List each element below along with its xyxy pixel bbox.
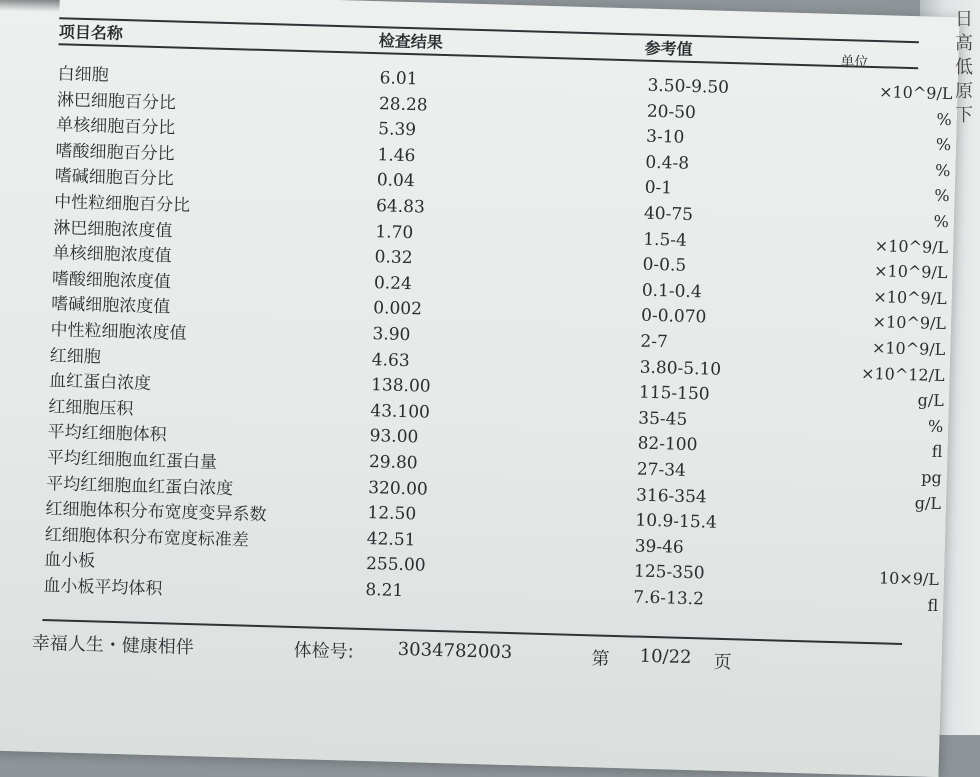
item-name: 平均红细胞血红蛋白量 (46, 447, 218, 473)
item-reference: 3.80-5.10 (639, 357, 722, 380)
item-result: 138.00 (370, 375, 431, 397)
item-name: 平均红细胞血红蛋白浓度 (45, 473, 234, 499)
item-result: 320.00 (367, 477, 428, 500)
item-name: 淋巴细胞浓度值 (53, 217, 173, 242)
item-name: 嗜酸细胞浓度值 (51, 268, 172, 293)
footer-slogan: 幸福人生・健康相伴 (31, 632, 195, 659)
item-name: 红细胞压积 (48, 396, 134, 420)
header-reference: 参考值 (644, 38, 693, 59)
item-reference: 316-354 (635, 485, 708, 507)
item-name: 单核细胞百分比 (55, 115, 176, 139)
item-name: 平均红细胞体积 (47, 422, 167, 446)
item-unit: 10×9/L (878, 568, 940, 590)
item-result: 8.21 (365, 579, 404, 601)
item-result: 3.90 (372, 324, 411, 346)
item-unit: ×10^9/L (874, 235, 949, 257)
table-header (58, 19, 939, 71)
item-unit: % (934, 160, 951, 180)
item-reference: 39-46 (634, 536, 685, 558)
item-reference: 0.1-0.4 (641, 280, 702, 303)
item-name: 嗜碱细胞百分比 (54, 166, 175, 190)
adjacent-page-char: 原 (955, 81, 973, 102)
adjacent-page-char: 低 (955, 57, 973, 78)
item-reference: 0-0.5 (642, 254, 687, 276)
item-result: 93.00 (369, 426, 419, 448)
exam-id-label: 体检号: (293, 640, 355, 663)
item-reference: 0-1 (644, 178, 673, 199)
item-result: 1.46 (377, 144, 416, 166)
item-name: 单核细胞浓度值 (52, 243, 172, 267)
item-name: 淋巴细胞百分比 (56, 89, 177, 114)
item-reference: 82-100 (637, 433, 698, 456)
item-unit: fl (931, 442, 943, 462)
header-result: 检查结果 (378, 31, 443, 52)
item-result: 43.100 (370, 400, 431, 423)
item-name: 血小板 (43, 550, 96, 572)
results-table (43, 59, 953, 621)
item-result: 12.50 (367, 503, 417, 525)
item-unit: ×10^9/L (873, 261, 948, 283)
exam-id-value: 3034782003 (397, 638, 513, 664)
item-unit: ×10^12/L (860, 363, 945, 385)
item-unit: ×10^9/L (872, 312, 947, 334)
item-name: 红细胞体积分布宽度标准差 (44, 524, 250, 551)
item-unit: ×10^9/L (871, 337, 946, 360)
item-reference: 35-45 (638, 408, 688, 430)
item-unit: % (927, 416, 944, 436)
adjacent-page-text (954, 8, 974, 128)
page-number: 10/22 (639, 645, 692, 669)
item-result: 4.63 (371, 349, 410, 371)
item-name: 红细胞体积分布宽度变异系数 (45, 499, 267, 526)
header-name: 项目名称 (58, 22, 124, 44)
item-reference: 20-50 (646, 101, 697, 123)
item-unit: % (934, 186, 950, 206)
header-unit: 单位 (840, 54, 869, 71)
item-unit: ×10^9/L (878, 82, 953, 104)
item-reference: 7.6-13.2 (633, 587, 705, 610)
item-unit: fl (927, 595, 939, 615)
item-name: 嗜碱细胞浓度值 (50, 294, 171, 318)
item-reference: 40-75 (643, 203, 694, 225)
item-result: 29.80 (368, 451, 418, 474)
item-unit: ×10^9/L (873, 286, 948, 308)
adjacent-page-char: 下 (955, 105, 973, 126)
item-reference: 10.9-15.4 (635, 510, 718, 533)
item-reference: 115-150 (638, 382, 710, 405)
item-result: 0.002 (372, 298, 423, 320)
item-result: 6.01 (379, 68, 418, 90)
item-reference: 1.5-4 (643, 229, 688, 251)
item-reference: 2-7 (640, 331, 669, 353)
item-result: 28.28 (378, 93, 428, 116)
item-result: 0.32 (374, 247, 413, 269)
item-result: 0.04 (376, 170, 415, 192)
item-reference: 0-0.070 (640, 305, 707, 328)
item-name: 中性粒细胞浓度值 (50, 320, 187, 344)
item-unit: g/L (917, 390, 945, 411)
item-reference: 3-10 (645, 126, 685, 148)
item-result: 42.51 (366, 528, 416, 551)
page-prefix: 第 (591, 648, 610, 670)
item-name: 红细胞 (49, 345, 102, 368)
page-suffix: 页 (713, 651, 732, 674)
item-reference: 27-34 (636, 459, 687, 481)
item-unit: g/L (914, 492, 942, 513)
item-name: 血小板平均体积 (43, 575, 163, 600)
item-name: 血红蛋白浓度 (48, 371, 152, 395)
item-reference: 0.4-8 (645, 152, 690, 174)
item-result: 0.24 (373, 272, 413, 294)
page-top-shadow (0, 0, 60, 12)
item-unit: % (935, 134, 952, 155)
item-reference: 3.50-9.50 (647, 75, 730, 98)
item-unit: % (933, 211, 950, 232)
adjacent-page-char: 日 (955, 9, 973, 30)
item-result: 5.39 (377, 119, 417, 141)
report-content (31, 17, 953, 674)
item-unit: % (936, 109, 953, 129)
item-unit: pg (921, 467, 943, 487)
adjacent-page-char: 高 (955, 33, 973, 54)
item-result: 1.70 (375, 221, 414, 243)
item-result: 255.00 (365, 554, 426, 576)
item-name: 中性粒细胞百分比 (53, 192, 191, 216)
item-name: 白细胞 (57, 64, 109, 86)
item-reference: 125-350 (633, 561, 705, 584)
item-result: 64.83 (375, 196, 426, 218)
item-name: 嗜酸细胞百分比 (55, 140, 175, 165)
